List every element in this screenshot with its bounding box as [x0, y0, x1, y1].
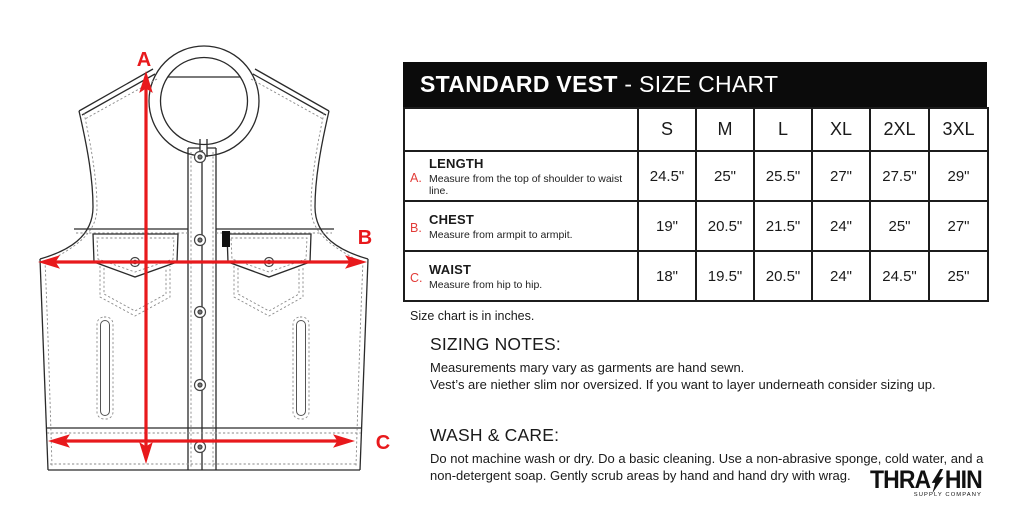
sizing-notes-line1: Measurements mary vary as garments are hand sewn.	[430, 360, 745, 375]
chest-3xl: 27"	[929, 201, 988, 251]
row-desc-waist: Measure from hip to hip.	[429, 278, 543, 291]
row-title-length: LENGTH	[429, 155, 484, 171]
length-m: 25"	[696, 151, 754, 201]
row-desc-length: Measure from the top of shoulder to waist line.	[429, 172, 623, 197]
size-table	[403, 107, 989, 302]
arrow-label-c: C	[375, 432, 391, 454]
arrow-label-b: B	[357, 227, 373, 249]
thrashin-logo	[870, 468, 992, 498]
waist-s: 18"	[638, 251, 696, 301]
chest-label-cell	[404, 201, 638, 251]
vest-stitching	[45, 79, 363, 468]
brand-tag	[222, 231, 230, 247]
length-xl: 27"	[812, 151, 870, 201]
lightning-bolt-icon	[932, 469, 944, 493]
logo-text-hin: HIN	[944, 466, 982, 494]
size-chart-footnote: Size chart is in inches.	[410, 309, 535, 323]
wash-care-line2: non-detergent soap. Gently scrub areas by hand and hand dry with wrag.	[430, 467, 851, 483]
waist-l: 20.5"	[754, 251, 812, 301]
row-letter-a: A.	[410, 170, 422, 185]
size-col-l: L	[754, 108, 812, 151]
sizing-notes-heading: SIZING NOTES:	[430, 334, 561, 354]
table-row-length	[404, 151, 988, 201]
size-header-empty	[404, 108, 638, 151]
size-chart-panel	[403, 62, 987, 485]
row-title-chest: CHEST	[429, 211, 475, 227]
sizing-notes-section	[430, 334, 987, 394]
size-col-s: S	[638, 108, 696, 151]
size-col-3xl: 3XL	[929, 108, 988, 151]
logo-subtext: SUPPLY COMPANY	[913, 492, 982, 498]
waist-xl: 24"	[812, 251, 870, 301]
chart-title-rest: - SIZE CHART	[617, 71, 779, 97]
length-l: 25.5"	[754, 151, 812, 201]
chart-title-bar	[403, 62, 987, 107]
sizing-notes-line2: Vest’s are niether slim nor oversized. If you want to layer underneath consider sizing up.	[430, 376, 936, 392]
length-label-cell	[404, 151, 638, 201]
chest-s: 19"	[638, 201, 696, 251]
waist-label-cell	[404, 251, 638, 301]
vest-outline	[40, 46, 368, 470]
chest-m: 20.5"	[696, 201, 754, 251]
table-row-waist	[404, 251, 988, 301]
length-3xl: 29"	[929, 151, 988, 201]
length-2xl: 27.5"	[870, 151, 929, 201]
chest-2xl: 25"	[870, 201, 929, 251]
length-s: 24.5"	[638, 151, 696, 201]
waist-3xl: 25"	[929, 251, 988, 301]
row-title-waist: WAIST	[429, 261, 472, 277]
logo-text-thra: THRA	[870, 466, 931, 494]
arrow-label-a: A	[136, 49, 152, 71]
slit-pockets	[101, 321, 306, 416]
chest-xl: 24"	[812, 201, 870, 251]
row-letter-b: B.	[410, 220, 422, 235]
size-col-2xl: 2XL	[870, 108, 929, 151]
waist-m: 19.5"	[696, 251, 754, 301]
size-header-row	[404, 108, 988, 151]
wash-care-line1: Do not machine wash or dry. Do a basic cleaning. Use a non-abrasive sponge, cold water, and a	[430, 450, 984, 466]
waist-2xl: 24.5"	[870, 251, 929, 301]
wash-care-heading: WASH & CARE:	[430, 424, 560, 445]
chart-title-bold: STANDARD VEST	[420, 71, 618, 97]
chest-l: 21.5"	[754, 201, 812, 251]
size-col-xl: XL	[812, 108, 870, 151]
size-col-m: M	[696, 108, 754, 151]
row-letter-c: C.	[410, 270, 423, 285]
row-desc-chest: Measure from armpit to armpit.	[429, 228, 573, 241]
table-row-chest	[404, 201, 988, 251]
vest-technical-drawing	[0, 0, 400, 512]
